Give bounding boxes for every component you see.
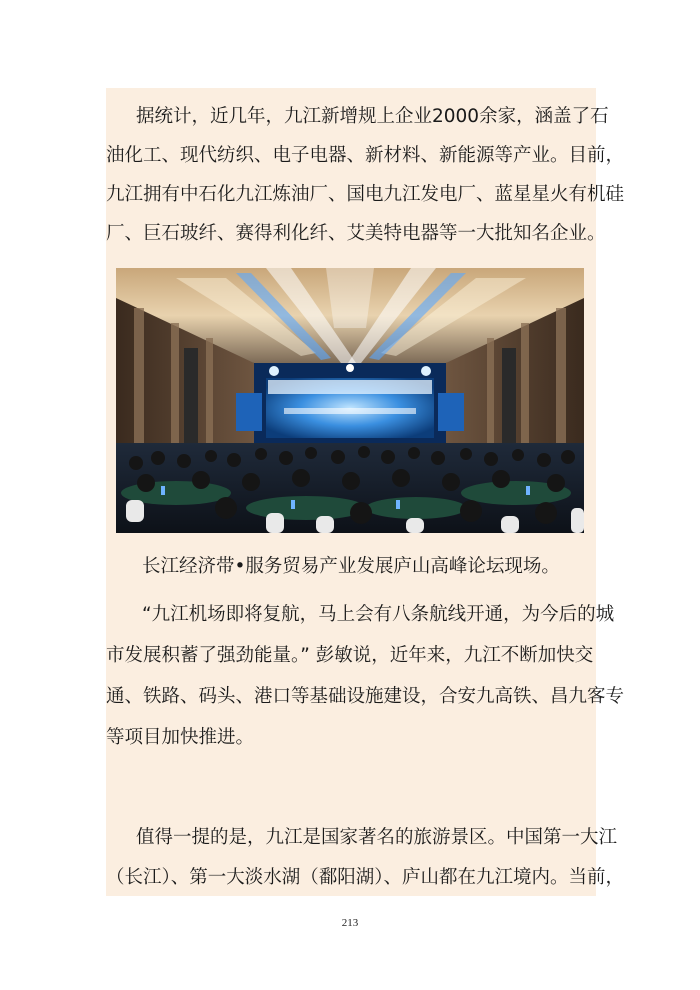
conference-photo (116, 268, 584, 533)
paragraph-2-line-2: 市发展积蓄了强劲能量。” 彭敏说，近年来，九江不断加快交 (106, 645, 594, 666)
paragraph-1-line-3: 九江拥有中石化九江炼油厂、国电九江发电厂、蓝星星火有机硅 (106, 184, 625, 205)
paragraph-3-line-2: （长江）、第一大淡水湖（鄱阳湖）、庐山都在九江境内。当前， (106, 867, 625, 888)
paragraph-2-line-3: 通、铁路、码头、港口等基础设施建设，合安九高铁、昌九客专 (106, 686, 625, 707)
paragraph-3-line-1: 值得一提的是，九江是国家著名的旅游景区。中国第一大江 (136, 827, 618, 848)
paragraph-1-line-1: 据统计，近几年，九江新增规上企业2000余家，涵盖了石 (136, 106, 609, 127)
paragraph-2-line-4: 等项目加快推进。 (106, 727, 255, 748)
paragraph-1-line-2: 油化工、现代纺织、电子电器、新材料、新能源等产业。目前， (106, 145, 625, 166)
paragraph-2-line-1: “九江机场即将复航，马上会有八条航线开通，为今后的城 (142, 604, 615, 625)
paragraph-1-line-4: 厂、巨石玻纤、赛得利化纤、艾美特电器等一大批知名企业。 (106, 223, 606, 244)
page-number: 213 (341, 917, 359, 929)
photo-caption: 长江经济带•服务贸易产业发展庐山高峰论坛现场。 (142, 556, 560, 577)
